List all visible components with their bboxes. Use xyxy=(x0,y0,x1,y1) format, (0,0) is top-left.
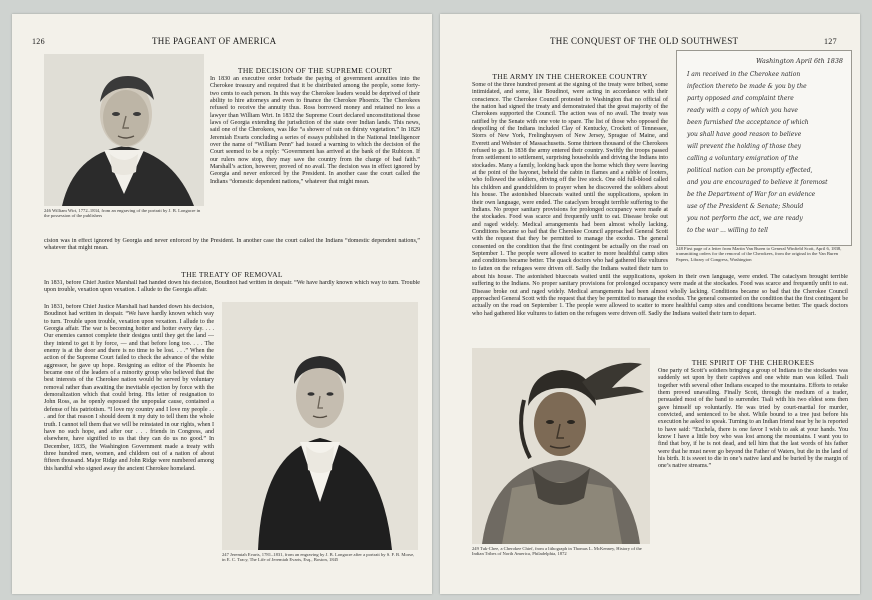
letter-line: to the war ... willing to tell xyxy=(687,227,768,234)
letter-dateline: Washington April 6th 1838 xyxy=(756,57,843,65)
letter-line: you not perform the act, we are ready xyxy=(687,215,803,222)
wirt-portrait xyxy=(44,54,204,206)
right-running-head: THE CONQUEST OF THE OLD SOUTHWEST xyxy=(550,36,739,46)
right-page xyxy=(440,14,860,594)
letter-line: calling a voluntary emigration of the xyxy=(687,155,799,162)
left-running-head: THE PAGEANT OF AMERICA xyxy=(152,36,277,46)
letter-line: party opposed and complaint there xyxy=(687,95,794,102)
letter-body xyxy=(677,65,851,237)
section-army-title: THE ARMY IN THE CHEROKEE COUNTRY xyxy=(492,72,648,81)
section-spirit-text: One party of Scott’s soldiers bringing a group of Indians to the stockades was suddenly set upon by their captives and one white man was killed. Tsali together with several other Indians escaped to the mountains. Efforts to retake them proved unavailing. Finally Scott, through the medium of a trader, persuaded most of the band to surrender. Tsali with his two eldest sons then gave himself up voluntarily. He was tried by court-martial for murder, convicted, and sentenced to be shot. While bound to a tree just before his execution he asked to speak. Turning to an Indian friend near by he is reported to have said: “Euchela, there is one favor I wish to ask at your hands. You know I have a little boy who was lost among the mountains. I want you to find that boy, if he is not dead, and tell him that the last words of his father were that he must never go beyond the Father of Waters, but die in the land of his birth. It is sweet to die in one’s native land and be buried by the margin of one’s native streams.” xyxy=(658,368,848,470)
letter-line: and you are encouraged to believe it foremost xyxy=(687,179,828,186)
right-page-number: 127 xyxy=(824,37,837,46)
letter-line: you shall have good reason to believe xyxy=(687,131,802,138)
section-army-continued: about his house. The astonished bluecoats waited until the supplications, spoken in their own language, were ended. The cataclysm brought terrible suffering to the Indians. No proper sanitary provisions for prolonged occupancy were made at the stockades. Food was scarce and frequently unfit to eat. Disease broke out and raged widely. Medical arrangements had been almost wholly lacking. Conditions became so bad that the Cherokee Council approached General Scott with the request that they be permitted to manage the exodus. The general consented on the condition that the first contingent be actually on the road on September 1. The people were allowed to scatter to more healthful camp sites and conditions became better. The quack doctors who had gathered like vultures to fatten on the refugees were driven off. Sadly the Indians waited their turn to depart. xyxy=(472,274,848,317)
section-army-text: Some of the three hundred present at the signing of the treaty were bribed, some intimidated, and some, like Boudinot, were acting in accordance with their conscience. The Cherokee Council protested to Washington that no official of the nation had signed the treaty and demonstrated that the great majority of the Cherokees supported the Council. The action was of no avail. The treaty was ratified by the Senate with one vote to spare. The list of those who opposed the despoiling of the Indians included Clay of Kentucky, Crockett of Tennessee, Storrs of New York, Frelinghuysen of New Jersey, Sprague of Maine, and Everett and Webster of Massachusetts. Some thirteen thousand of the Cherokees refused to go. In 1838 the army entered their country. Swiftly the troops passed from settlement to settlement, surprising households and driving the Indians into stockades. Many a family, looking back upon the home which they were leaving at the point of the bayonet, beheld the cabin in flames and a rabble of looters, who followed the soldiers, driving off the live stock. One old full-blood called his children and grandchildren to prayer when he discovered the soldiers about his house. The astonished bluecoats waited until the supplications, spoken in their own language, were ended. The cataclysm brought terrible suffering to the Indians. No proper sanitary provisions for prolonged occupancy were made at the stockades. Food was scarce and frequently unfit to eat. Disease broke out and raged widely. Medical arrangements had been almost wholly lacking. Conditions became so bad that the Cherokee Council approached General Scott with the request that they be permitted to manage the exodus. The general consented on the condition that the first contingent be actually on the road on September 1. The people were allowed to scatter to more healthful camp sites and conditions became better. The quack doctors who had gathered like vultures to fatten on the refugees were driven off. Sadly the Indians waited their turn to xyxy=(472,82,668,272)
letter-line: will prevent the holding of those they xyxy=(687,143,802,150)
letter-line: infection thereto be made & you by the xyxy=(687,83,807,90)
letter-line: political nation can be promptly effected, xyxy=(687,167,813,174)
letter-line: been furnished the acceptance of which xyxy=(687,119,809,126)
left-page-number: 126 xyxy=(32,37,45,46)
evarts-caption: 247 Jeremiah Evarts, 1781–1831, from an engraving by J. B. Longacre after a portrait by S. F. B. Morse, in E. C. Tracy, The Life of Jeremiah Evarts, Esq., Boston, 1845 xyxy=(222,552,415,563)
van-buren-letter xyxy=(676,50,852,246)
letter-line: use of the President & Senate; Should xyxy=(687,203,804,210)
section-treaty-lead: In 1831, before Chief Justice Marshall had handed down his decision, Boudinot had written in despair. “We have hardly known which way to turn. Trouble upon trouble, vexation upon vexation. I allude to the Georgia affair. xyxy=(44,280,420,294)
letter-caption: 248 First page of a letter from Martin Van Buren to General Winfield Scott, April 6, 1838, transmitting orders for the removal of the Cherokees, from the original in the Van Buren Papers, Library of Congress, Washington xyxy=(676,246,842,262)
evarts-portrait xyxy=(222,302,418,550)
left-page xyxy=(12,14,432,594)
tuko-caption: 249 Tuk-Chee, a Cherokee Chief, from a lithograph in Thomas L. McKenney, History of the Indian Tribes of North America, Philadelphia, 1872 xyxy=(472,546,642,557)
section-supreme-court-continued: cision was in effect ignored by Georgia and never enforced by the President. In another case the court called the Indians “domestic dependent nations,” whatever that might mean. xyxy=(44,238,420,252)
tuko-portrait xyxy=(472,348,650,544)
section-supreme-court-title: THE DECISION OF THE SUPREME COURT xyxy=(237,66,393,75)
letter-line: I am received in the Cherokee nation xyxy=(687,71,801,78)
section-supreme-court-text: In 1830 an executive order forbade the paying of government annuities into the Cherokee treasury and required that it be distributed among the people, some forty-two cents to each person. In this way the Cherokee leaders would be deprived of their ability to hire attorneys and even to finance the Cherokee Phoenix. The Cherokees refused to receive the annuity thus. Ross borrowed money and retained no less a lawyer than William Wirt. In 1832 the Supreme Court declared unconstitutional those laws of Georgia extending the jurisdiction of the state over Indian lands. This news, said one of the Cherokees, was like “a shower of rain on thirsty vegetation.” In 1829 Jeremiah Evarts concluding a series of essays published in the National Intelligencer over the name of “William Penn” had issued a warning to which the decision of the Court seemed to be a reply: “Government has arrived at the bank of the Rubicon. If our rulers now stop, they may save the country from the charge of bad faith.” Marshall’s action, however, proved of no avail. The decision was in effect ignored by Georgia and never enforced by the President. In another case the court called the Indians “domestic dependent nations,” whatever that might mean. xyxy=(210,76,420,185)
letter-line: ready with a copy of which you have xyxy=(687,107,798,114)
letter-line: be the Department of War for an evidence xyxy=(687,191,816,198)
section-spirit-title: THE SPIRIT OF THE CHEROKEES xyxy=(691,358,815,367)
section-treaty-text: In 1831, before Chief Justice Marshall had handed down his decision, Boudinot had written in despair. “We have hardly known which way to turn. Trouble upon trouble, vexation upon vexation. I allude to the Georgia affair. The war is becoming hotter and hotter every day. . . . Our enemies cannot complete their designs until they get the land — they intend to get it by force, — and that before long too. . . . The enemy is at the door and there is no time to be lost. . . .” When the action of the Supreme Court failed to check the advance of the white aggressor, he gave up hope. Resigning as editor of the Phoenix he became one of the leaders of a minority group who believed that the best interests of the Cherokee nation would be served by voluntary removal rather than awaiting the inevitable ejection by force with the demoralization which that could bring. His letter of resignation to John Ross, as he openly espoused the unpopular cause, contained a defense of his patriotism. “I love my country and I love my people . . . and for that reason I should deem it my duty to tell them the whole truth. I cannot tell them that we will be reinstated in our rights, when I have no such hope, and after our . . . friends in Congress, and elsewhere, have signified to us that they can do us no good.” In December, 1835, the Washington Government made a treaty with three hundred men, women, and children out of a nation of about fifteen thousand. Major Ridge and John Ridge were numbered among this handful who signed away the ancient Cherokee homeland. xyxy=(44,304,214,472)
wirt-caption: 246 William Wirt, 1772–1834, from an engraving of the portrait by J. B. Longacre in the possession of the publishers xyxy=(44,208,201,219)
section-treaty-title: THE TREATY OF REMOVAL xyxy=(181,270,283,279)
